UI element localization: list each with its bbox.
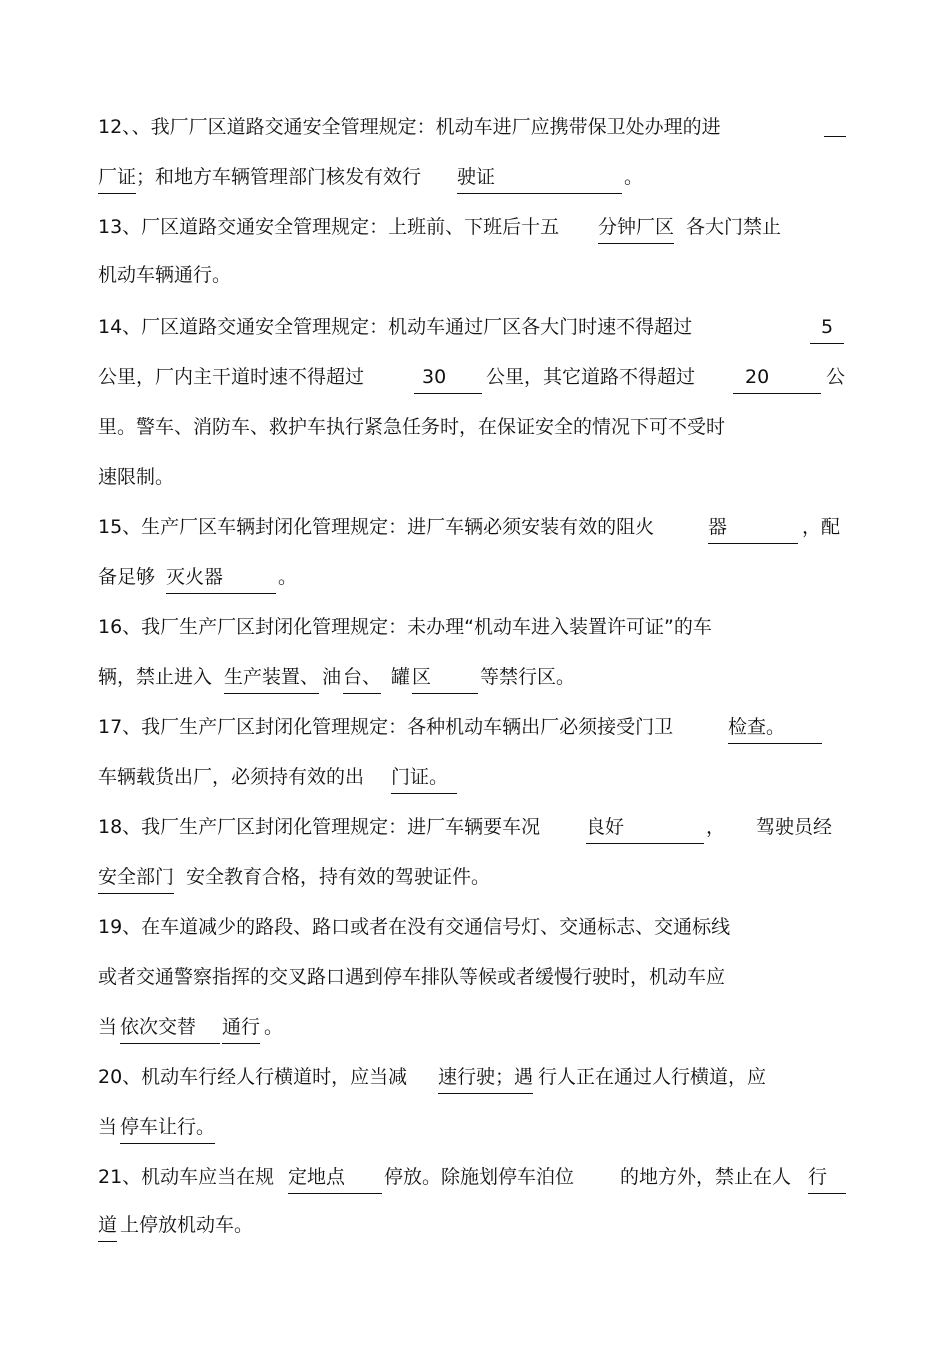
question-15-line-1 xyxy=(0,512,950,542)
question-text: 安全教育合格，持有效的驾驶证件。 xyxy=(186,866,491,888)
question-12-line-1 xyxy=(0,112,950,142)
question-text: 19、在车道减少的路段、路口或者在没有交通信号灯、交通标志、交通标线 xyxy=(98,916,731,938)
question-text: 17、我厂生产厂区封闭化管理规定：各种机动车辆出厂必须接受门卫 xyxy=(98,716,674,738)
question-text: 罐 xyxy=(391,666,411,688)
question-text: 当 xyxy=(98,1016,118,1038)
question-text: 18、我厂生产厂区封闭化管理规定：进厂车辆要车况 xyxy=(98,816,541,838)
question-14-line-3 xyxy=(0,412,950,442)
question-19-line-3 xyxy=(0,1012,950,1042)
question-text: 16、我厂生产厂区封闭化管理规定：未办理“机动车进入装置许可证”的车 xyxy=(98,616,712,638)
question-text: 公里，其它道路不得超过 xyxy=(486,366,696,388)
question-text: 的地方外，禁止在人 xyxy=(620,1166,792,1188)
answer-text: 30 xyxy=(414,362,482,394)
question-text: 15、生产厂区车辆封闭化管理规定：进厂车辆必须安装有效的阻火 xyxy=(98,516,655,538)
answer-text: 安全部门 xyxy=(98,862,174,894)
answer-text: 道 xyxy=(98,1210,117,1242)
question-text: 车辆载货出厂，必须持有效的出 xyxy=(98,766,365,788)
question-15-line-2 xyxy=(0,562,950,592)
question-14-line-4 xyxy=(0,462,950,492)
question-text: 停放。除施划停车泊位 xyxy=(384,1166,575,1188)
question-17-line-1 xyxy=(0,712,950,742)
question-text: 公里，厂内主干道时速不得超过 xyxy=(98,366,365,388)
question-text: ；和地方车辆管理部门核发有效行 xyxy=(136,166,422,188)
answer-text: 行 xyxy=(808,1162,846,1194)
question-text: 。 xyxy=(624,166,644,188)
answer-text: 通行 xyxy=(222,1012,260,1044)
answer-text: 速行驶；遇 xyxy=(438,1062,533,1094)
question-13-line-2 xyxy=(0,260,950,290)
question-16-line-2 xyxy=(0,662,950,692)
question-19-line-2 xyxy=(0,962,950,992)
question-text: 或者交通警察指挥的交叉路口遇到停车排队等候或者缓慢行驶时，机动车应 xyxy=(98,966,726,988)
question-text: 油 xyxy=(322,666,342,688)
question-14-line-1 xyxy=(0,312,950,342)
question-text: ， xyxy=(706,816,726,838)
answer-text: 台、 xyxy=(343,662,381,694)
question-17-line-2 xyxy=(0,762,950,792)
answer-blank xyxy=(824,136,846,137)
question-14-line-2 xyxy=(0,362,950,392)
answer-text: 器 xyxy=(708,512,798,544)
question-text: 里。警车、消防车、救护车执行紧急任务时，在保证安全的情况下可不受时 xyxy=(98,416,726,438)
question-text: 14、厂区道路交通安全管理规定：机动车通过厂区各大门时速不得超过 xyxy=(98,316,693,338)
question-20-line-2 xyxy=(0,1112,950,1142)
question-16-line-1 xyxy=(0,612,950,642)
question-text: 。 xyxy=(278,566,298,588)
question-12-line-2 xyxy=(0,162,950,192)
question-21-line-2 xyxy=(0,1210,950,1240)
answer-text: 灭火器 xyxy=(166,562,276,594)
question-18-line-1 xyxy=(0,812,950,842)
question-13-line-1 xyxy=(0,212,950,242)
answer-text: 良好 xyxy=(586,812,704,844)
question-text: 当 xyxy=(98,1116,118,1138)
question-text: 21、机动车应当在规 xyxy=(98,1166,275,1188)
answer-text: 驶证 xyxy=(457,162,622,194)
question-text: 备足够 xyxy=(98,566,156,588)
answer-text: 区 xyxy=(412,662,478,694)
question-18-line-2 xyxy=(0,862,950,892)
question-19-line-1 xyxy=(0,912,950,942)
question-text: 机动车辆通行。 xyxy=(98,264,232,286)
question-21-line-1 xyxy=(0,1162,950,1192)
answer-text: 停车让行。 xyxy=(120,1112,215,1144)
answer-text: 依次交替 xyxy=(120,1012,220,1044)
question-text: 辆，禁止进入 xyxy=(98,666,213,688)
question-text: 上停放机动车。 xyxy=(120,1214,254,1236)
question-text: 12、、我厂厂区道路交通安全管理规定：机动车进厂应携带保卫处办理的进 xyxy=(98,116,721,138)
question-text: 。 xyxy=(264,1016,284,1038)
answer-text: 门证。 xyxy=(391,762,457,794)
question-20-line-1 xyxy=(0,1062,950,1092)
question-text: 行人正在通过人行横道，应 xyxy=(538,1066,767,1088)
question-text: 13、厂区道路交通安全管理规定：上班前、下班后十五 xyxy=(98,216,560,238)
answer-text: 20 xyxy=(733,362,821,394)
answer-text: 分钟厂区 xyxy=(598,212,674,244)
question-text: 公 xyxy=(826,366,846,388)
question-text: 速限制。 xyxy=(98,466,175,488)
question-text: 等禁行区。 xyxy=(480,666,576,688)
question-text: ，配 xyxy=(802,516,841,538)
question-text: 20、机动车行经人行横道时，应当减 xyxy=(98,1066,408,1088)
answer-text: 定地点 xyxy=(288,1162,382,1194)
question-text: 各大门禁止 xyxy=(686,216,782,238)
answer-text: 厂证 xyxy=(98,162,136,194)
answer-text: 5 xyxy=(810,312,844,344)
answer-text: 生产装置、 xyxy=(224,662,319,694)
question-text: 驾驶员经 xyxy=(756,816,833,838)
answer-text: 检查。 xyxy=(728,712,822,744)
